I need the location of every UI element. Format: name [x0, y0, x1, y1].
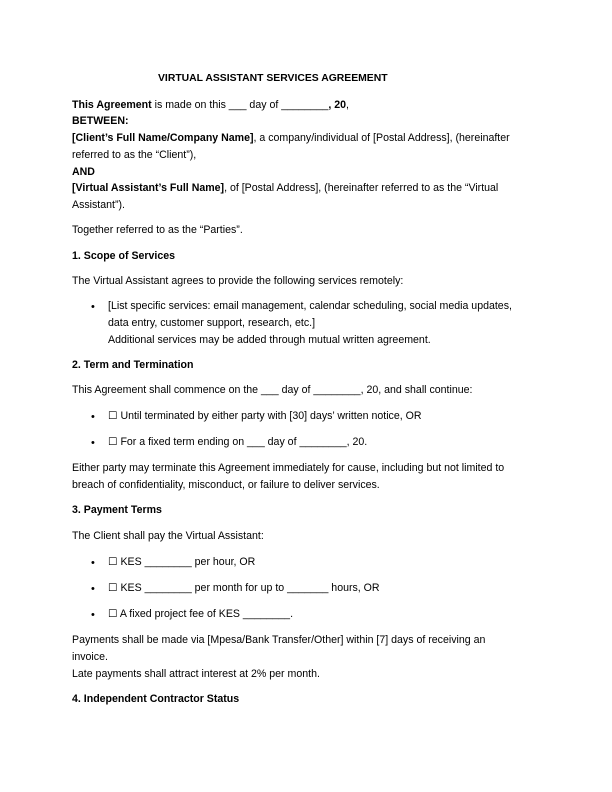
intro-date-text: is made on this ___ day of ________: [151, 99, 329, 111]
late-payment-line: Late payments shall attract interest at 2% per month.: [72, 668, 320, 680]
document-title: VIRTUAL ASSISTANT SERVICES AGREEMENT: [158, 73, 388, 84]
section2-heading: 2. Term and Termination: [72, 359, 194, 371]
term-option-fixed: ☐ For a fixed term ending on ___ day of ________, 20.: [108, 436, 368, 448]
client-address-text: , a company/individual of [Postal Address], (hereinafter: [253, 132, 510, 144]
bullet-icon: •: [91, 557, 95, 569]
va-address-text: , of [Postal Address], (hereinafter referred to as the “Virtual: [224, 182, 499, 194]
intro-year: , 20: [328, 99, 347, 111]
bullet-icon: •: [91, 437, 95, 449]
section1-bullet-line2: data entry, customer support, research, etc.]: [108, 317, 316, 329]
client-line: [72, 130, 510, 146]
client-name-placeholder: [Client’s Full Name/Company Name]: [72, 132, 254, 144]
payment-method-line2: invoice.: [72, 651, 108, 663]
and-label: AND: [72, 166, 95, 178]
bullet-icon: •: [91, 411, 95, 423]
bullet-icon: •: [91, 583, 95, 595]
between-label: BETWEEN:: [72, 115, 129, 127]
section3-heading: 3. Payment Terms: [72, 504, 162, 516]
va-name-placeholder: [Virtual Assistant’s Full Name]: [72, 182, 225, 194]
bullet-icon: •: [91, 609, 95, 621]
intro-agreement-label: This Agreement: [72, 99, 152, 111]
va-line: [72, 180, 498, 196]
section3-text: The Client shall pay the Virtual Assistant:: [72, 530, 264, 542]
payment-option-monthly: ☐ KES ________ per month for up to _______ hours, OR: [108, 582, 380, 594]
term-option-notice: ☐ Until terminated by either party with [30] days’ written notice, OR: [108, 410, 422, 422]
section1-heading: 1. Scope of Services: [72, 250, 176, 262]
intro-comma: ,: [346, 99, 349, 111]
bullet-icon: •: [91, 301, 95, 313]
intro-line: [72, 97, 349, 113]
payment-option-hourly: ☐ KES ________ per hour, OR: [108, 556, 256, 568]
section4-heading: 4. Independent Contractor Status: [72, 693, 240, 705]
section1-bullet-line1: [List specific services: email management, calendar scheduling, social media updates,: [108, 300, 512, 312]
va-line-2: Assistant”).: [72, 199, 125, 211]
section1-text: The Virtual Assistant agrees to provide the following services remotely:: [72, 275, 404, 287]
termination-line1: Either party may terminate this Agreement immediately for cause, including but not limited to: [72, 462, 505, 474]
section2-text: This Agreement shall commence on the ___ day of ________, 20, and shall continue:: [72, 384, 473, 396]
section1-bullet-line3: Additional services may be added through mutual written agreement.: [108, 334, 431, 346]
termination-line2: breach of confidentiality, misconduct, or failure to deliver services.: [72, 479, 380, 491]
client-line-2: referred to as the “Client”),: [72, 149, 197, 161]
payment-method-line1: Payments shall be made via [Mpesa/Bank Transfer/Other] within [7] days of receiving an: [72, 634, 486, 646]
payment-option-fixed: ☐ A fixed project fee of KES ________.: [108, 608, 294, 620]
parties-line: Together referred to as the “Parties”.: [72, 224, 243, 236]
